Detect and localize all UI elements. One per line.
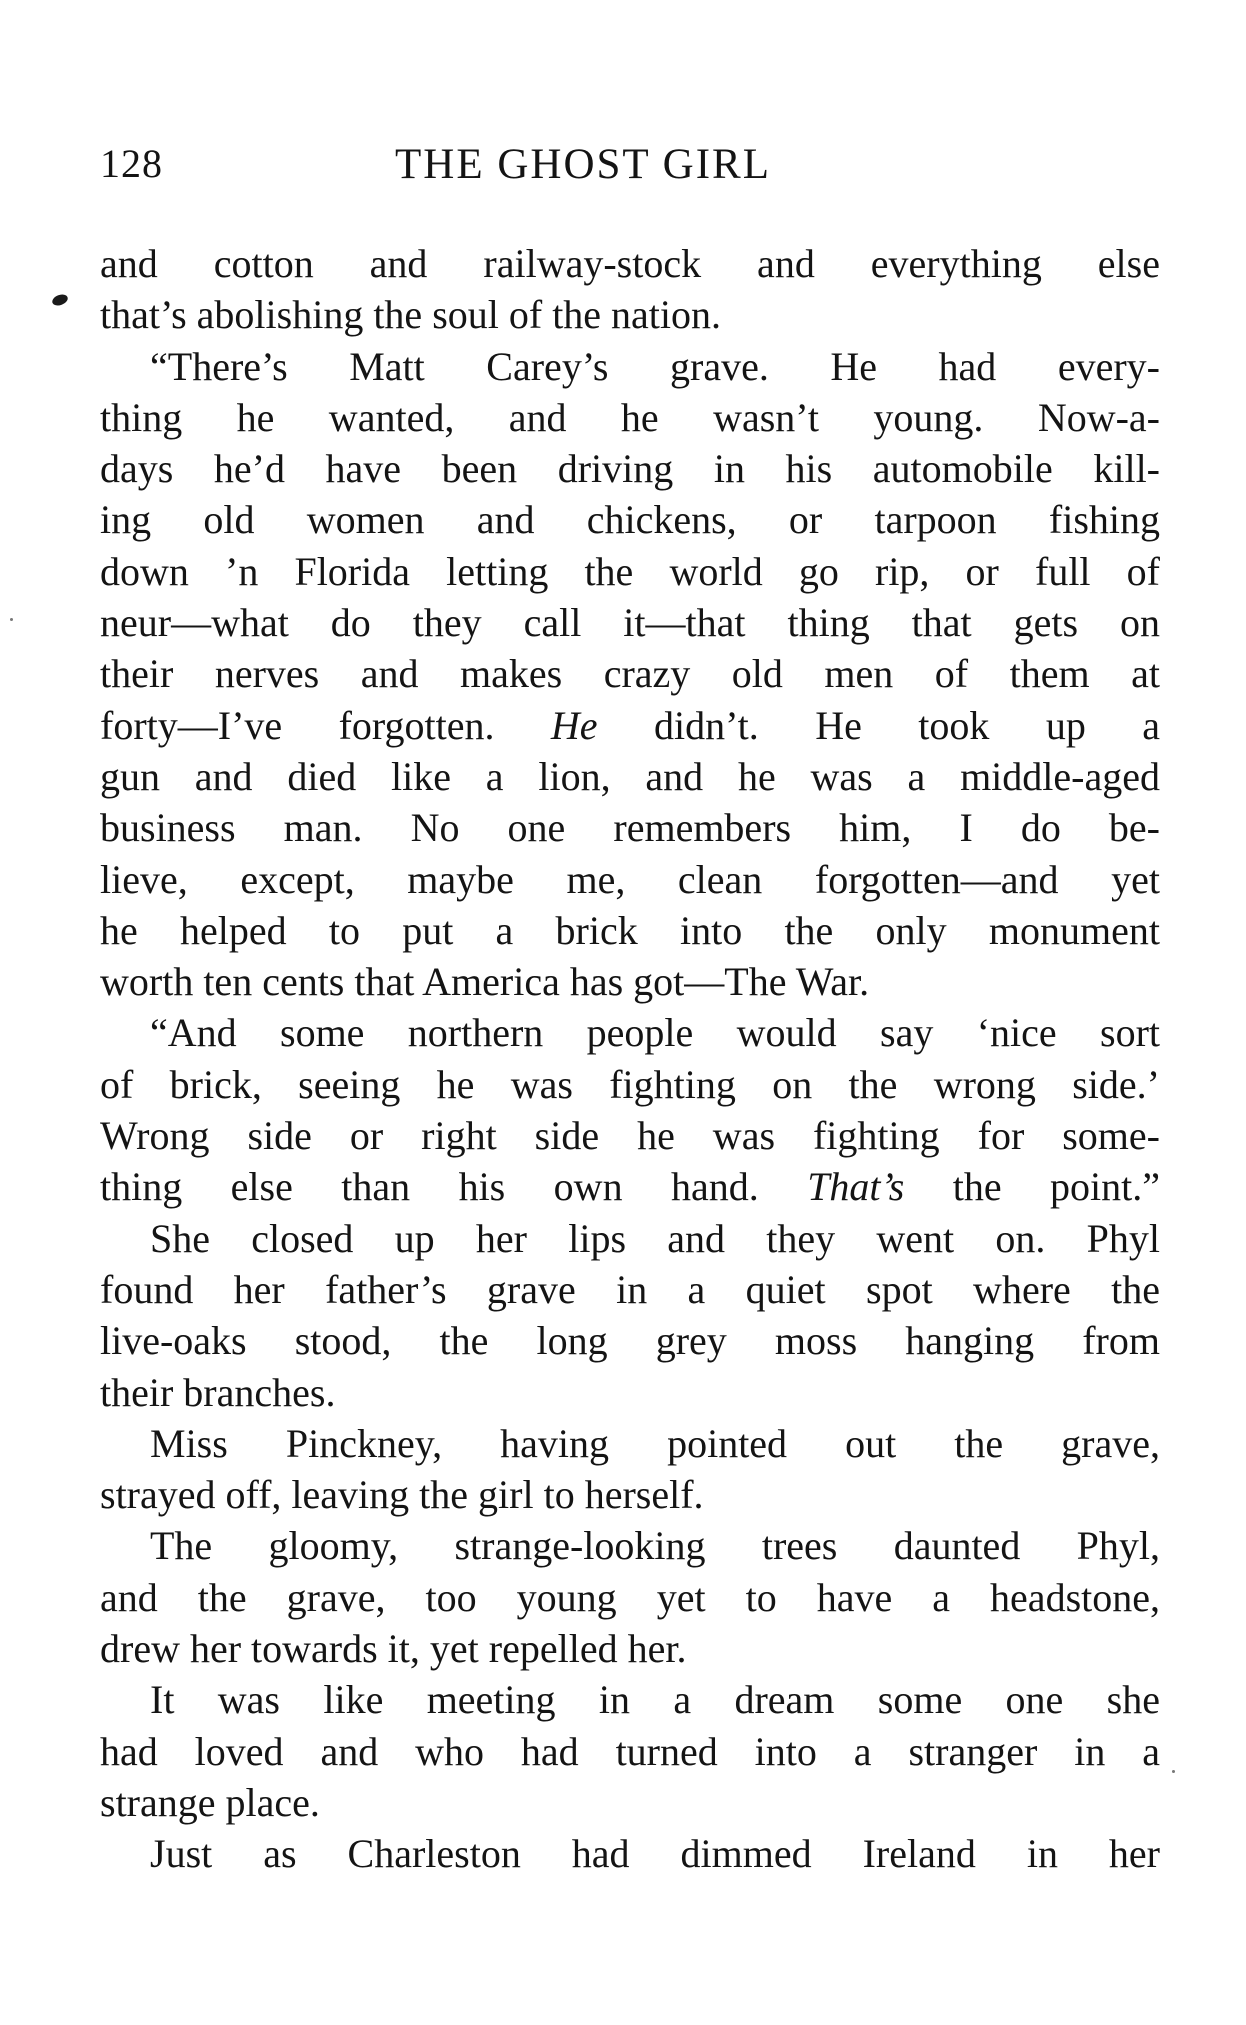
margin-ink-mark — [51, 293, 69, 308]
body-text — [100, 238, 1160, 1880]
text-line: down ’n Florida letting the world go rip, or full of — [100, 548, 1160, 594]
text-line — [100, 1161, 1160, 1212]
text-line: found her father’s grave in a quiet spot where the — [100, 1266, 1160, 1312]
text-line: strange place. — [100, 1779, 320, 1825]
text-line: live-oaks stood, the long grey moss hanging from — [100, 1318, 1160, 1364]
text-line: “And some northern people would say ‘nice sort — [150, 1010, 1160, 1056]
text-line: Just as Charleston had dimmed Ireland in her — [150, 1831, 1160, 1877]
text-line: thing he wanted, and he wasn’t young. Now-a- — [100, 394, 1160, 440]
running-title: THE GHOST GIRL — [395, 141, 771, 188]
text-line: their nerves and makes crazy old men of them at — [100, 651, 1160, 697]
text-run: didn’t. He took up a — [597, 702, 1160, 748]
text-line: worth ten cents that America has got—The War. — [100, 959, 870, 1005]
text-line: gun and died like a lion, and he was a middle-aged — [100, 753, 1160, 799]
text-line: It was like meeting in a dream some one she — [150, 1677, 1160, 1723]
text-line: days he’d have been driving in his automobile kill- — [100, 446, 1160, 492]
text-line: had loved and who had turned into a stranger in a — [100, 1728, 1160, 1774]
text-line: She closed up her lips and they went on. Phyl — [150, 1215, 1160, 1261]
italic-text: That’s — [807, 1164, 905, 1210]
text-run: forty—I’ve forgotten. — [100, 702, 551, 748]
text-line: business man. No one remembers him, I do be- — [100, 805, 1160, 851]
text-line: he helped to put a brick into the only monument — [100, 907, 1160, 953]
text-run: the point.” — [904, 1164, 1160, 1210]
text-line: strayed off, leaving the girl to herself. — [100, 1472, 704, 1518]
page-number: 128 — [100, 141, 163, 186]
text-line: lieve, except, maybe me, clean forgotten—and yet — [100, 856, 1160, 902]
page-header — [100, 140, 1160, 200]
text-run: thing else than his own hand. — [100, 1164, 808, 1210]
text-line: Miss Pinckney, having pointed out the grave, — [150, 1420, 1160, 1466]
text-line: “There’s Matt Carey’s grave. He had every- — [150, 343, 1160, 389]
text-line: that’s abolishing the soul of the nation. — [100, 292, 722, 338]
text-line: drew her towards it, yet repelled her. — [100, 1626, 687, 1672]
text-line: The gloomy, strange-looking trees daunted Phyl, — [150, 1523, 1160, 1569]
text-line: neur—what do they call it—that thing that gets on — [100, 600, 1160, 646]
italic-text: He — [550, 702, 598, 748]
text-line: and the grave, too young yet to have a headstone, — [100, 1574, 1160, 1620]
paper-speck — [1172, 1770, 1175, 1773]
text-line: and cotton and railway-stock and everything else — [100, 241, 1160, 286]
text-line: Wrong side or right side he was fighting for some- — [100, 1113, 1160, 1159]
text-line — [100, 700, 1160, 751]
text-line: their branches. — [100, 1369, 336, 1415]
text-line: of brick, seeing he was fighting on the wrong side.’ — [100, 1061, 1160, 1107]
paper-speck — [10, 618, 13, 621]
text-line: ing old women and chickens, or tarpoon fishing — [100, 497, 1160, 543]
